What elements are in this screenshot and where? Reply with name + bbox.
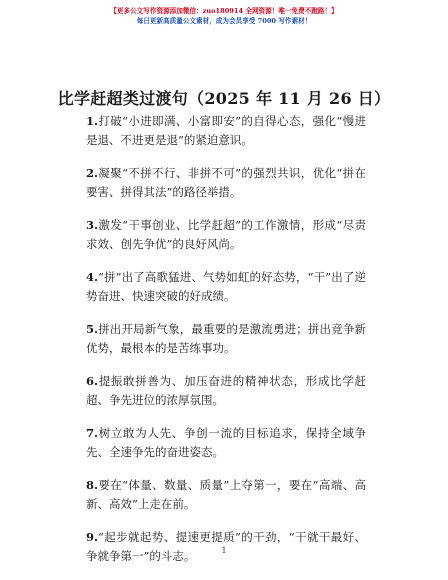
list-item: 3.激发“干事创业、比学赶超”的工作激情，形成“尽责求效、创先争优”的良好风尚。 [86, 218, 366, 251]
list-item: 6.提振敢拼善为、加压奋进的精神状态，形成比学赶超、争先进位的浓厚氛围。 [86, 374, 366, 407]
list-item: 9.“起步就起势、提速更提质”的干劲，“干就干最好、争就争第一”的斗志。 [86, 530, 366, 563]
sentence-list [86, 112, 366, 580]
list-item: 4.“拼”出了高歌猛进、气势如虹的好态势，“干”出了逆势奋进、快速突破的好成绩。 [86, 270, 366, 303]
list-item: 7.树立敢为人先、争创一流的目标追求，保持全域争先、全速争先的奋进姿态。 [86, 426, 366, 459]
document-title: 比学赶超类过渡句（2025 年 11 月 26 日） [57, 89, 391, 108]
header-banner [0, 6, 448, 26]
banner-line-update: 每日更新高质量公文素材，成为会员享受 7000 写作素材！ [136, 17, 312, 25]
page-number: 1 [221, 546, 227, 555]
banner-line-promo: 【更多公文写作资源添加微信：zuo180914 全网资源！唯一免费不跑路！】 [110, 7, 338, 15]
list-item: 5.拼出开局新气象，最重要的是激流勇进；拼出竞争新优势，最根本的是苦练事功。 [86, 322, 366, 355]
list-item: 1.打破“小进即满、小富即安”的自得心态，强化“慢进是退、不进更是退”的紧迫意识。 [86, 114, 366, 147]
list-item: 8.要在“体量、数量、质量”上夺第一，要在“高端、高新、高效”上走在前。 [86, 478, 366, 511]
list-item: 2.凝聚“不拼不行、非拼不可”的强烈共识，优化“拼在要害、拼得其法”的路径举措。 [86, 166, 366, 199]
